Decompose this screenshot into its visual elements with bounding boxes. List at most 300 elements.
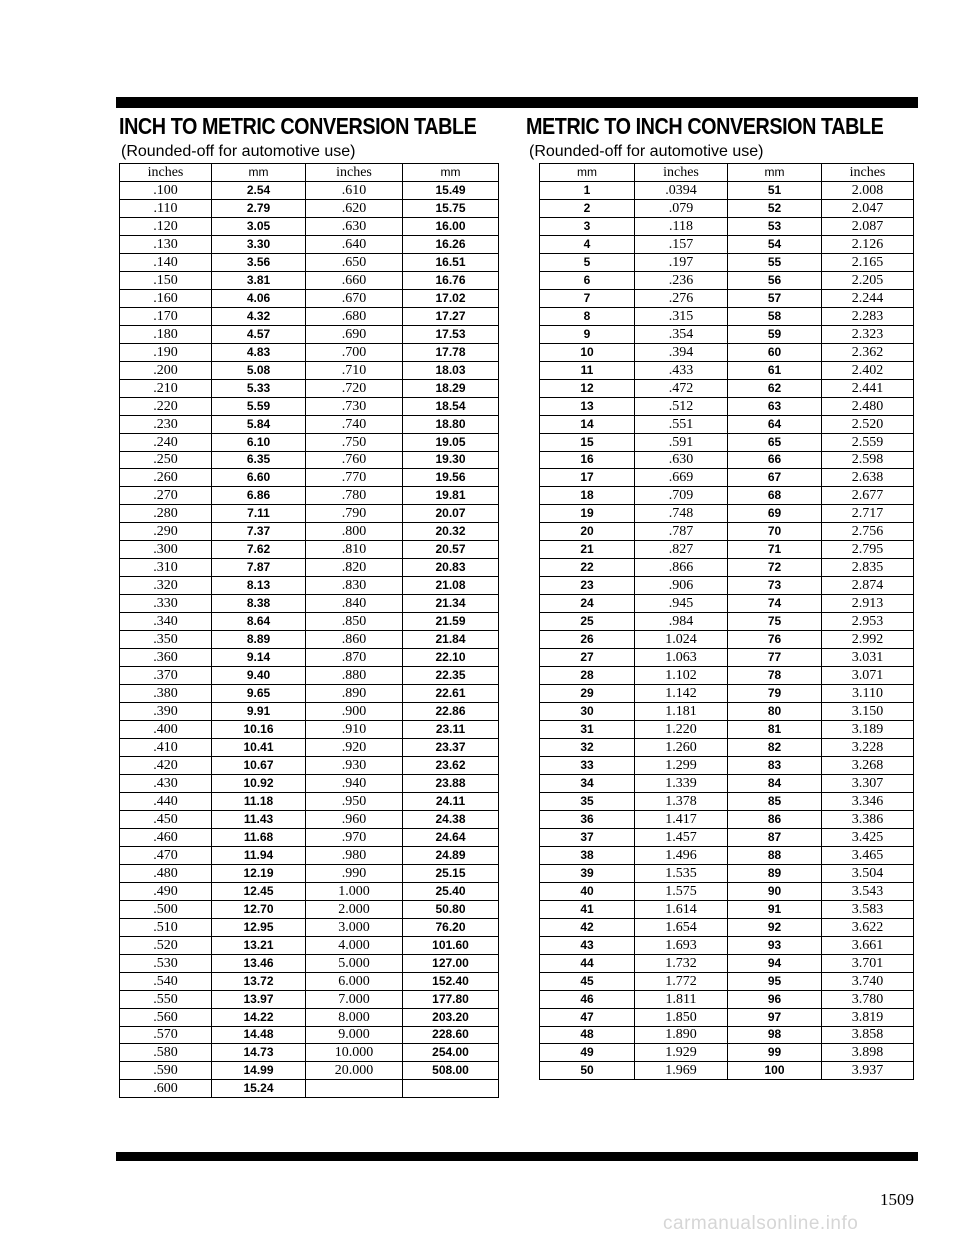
table-row bbox=[120, 325, 499, 343]
table-row bbox=[120, 217, 499, 235]
table-row bbox=[120, 954, 499, 972]
table-cell: 4.000 bbox=[306, 936, 403, 954]
table-row bbox=[120, 271, 499, 289]
table-row bbox=[540, 936, 914, 954]
table-cell: .760 bbox=[306, 451, 403, 469]
table-cell: 1.732 bbox=[635, 954, 728, 972]
table-cell: 2.913 bbox=[822, 595, 914, 613]
table-cell: 33 bbox=[540, 756, 635, 774]
table-row bbox=[540, 253, 914, 271]
table-cell: 10.16 bbox=[212, 721, 306, 739]
table-cell: 2.835 bbox=[822, 559, 914, 577]
table-cell: .315 bbox=[635, 307, 728, 325]
table-cell: 12.95 bbox=[212, 918, 306, 936]
table-cell: 21.08 bbox=[403, 577, 499, 595]
table-cell: .276 bbox=[635, 289, 728, 307]
table-cell: 53 bbox=[728, 217, 822, 235]
table-cell: 11.43 bbox=[212, 810, 306, 828]
table-cell: .770 bbox=[306, 469, 403, 487]
table-cell: .260 bbox=[120, 469, 212, 487]
table-cell: 24.89 bbox=[403, 846, 499, 864]
table-cell: 228.60 bbox=[403, 1026, 499, 1044]
table-cell: 4.57 bbox=[212, 325, 306, 343]
table-row bbox=[540, 1008, 914, 1026]
table-cell: 4.83 bbox=[212, 343, 306, 361]
table-cell: 98 bbox=[728, 1026, 822, 1044]
table-row bbox=[120, 289, 499, 307]
metric-to-inch-subtitle: (Rounded-off for automotive use) bbox=[529, 143, 764, 160]
table-cell: 1.850 bbox=[635, 1008, 728, 1026]
table-cell: .0394 bbox=[635, 181, 728, 199]
table-cell: 24.38 bbox=[403, 810, 499, 828]
table-cell: 91 bbox=[728, 900, 822, 918]
table-cell: 9 bbox=[540, 325, 635, 343]
table-cell: 10.92 bbox=[212, 774, 306, 792]
table-cell: 1.614 bbox=[635, 900, 728, 918]
inch-to-metric-title: INCH TO METRIC CONVERSION TABLE bbox=[119, 113, 477, 139]
table-cell: 3.819 bbox=[822, 1008, 914, 1026]
table-row bbox=[540, 1044, 914, 1062]
table-row bbox=[540, 541, 914, 559]
table-cell: 3.000 bbox=[306, 918, 403, 936]
table-cell: 1.339 bbox=[635, 774, 728, 792]
table-cell: 2.756 bbox=[822, 523, 914, 541]
column-header: mm bbox=[540, 164, 635, 182]
table-row bbox=[540, 864, 914, 882]
table-cell: 2.480 bbox=[822, 397, 914, 415]
table-cell: 5.59 bbox=[212, 397, 306, 415]
table-cell: .380 bbox=[120, 685, 212, 703]
table-row bbox=[120, 1062, 499, 1080]
table-cell: 71 bbox=[728, 541, 822, 559]
table-cell: 1.457 bbox=[635, 828, 728, 846]
table-cell: 2.362 bbox=[822, 343, 914, 361]
table-cell: 83 bbox=[728, 756, 822, 774]
table-row bbox=[120, 523, 499, 541]
table-cell: 76.20 bbox=[403, 918, 499, 936]
column-header: mm bbox=[728, 164, 822, 182]
table-row bbox=[120, 433, 499, 451]
table-cell: 23.62 bbox=[403, 756, 499, 774]
table-cell: .157 bbox=[635, 235, 728, 253]
table-cell: 3.898 bbox=[822, 1044, 914, 1062]
table-cell: 8.000 bbox=[306, 1008, 403, 1026]
table-cell: 3.031 bbox=[822, 649, 914, 667]
table-cell: 3.268 bbox=[822, 756, 914, 774]
table-cell: 177.80 bbox=[403, 990, 499, 1008]
table-row bbox=[540, 505, 914, 523]
table-row bbox=[540, 271, 914, 289]
table-cell: .310 bbox=[120, 559, 212, 577]
table-row bbox=[120, 307, 499, 325]
table-cell: 3.81 bbox=[212, 271, 306, 289]
table-cell: 3.150 bbox=[822, 703, 914, 721]
table-cell: .640 bbox=[306, 235, 403, 253]
table-cell: .540 bbox=[120, 972, 212, 990]
table-cell: .830 bbox=[306, 577, 403, 595]
table-cell: .430 bbox=[120, 774, 212, 792]
table-cell: 36 bbox=[540, 810, 635, 828]
table-cell: 13 bbox=[540, 397, 635, 415]
table-cell: .490 bbox=[120, 882, 212, 900]
table-cell: 3.622 bbox=[822, 918, 914, 936]
table-cell: 58 bbox=[728, 307, 822, 325]
table-cell: 21.59 bbox=[403, 613, 499, 631]
table-row bbox=[540, 433, 914, 451]
table-row bbox=[120, 739, 499, 757]
table-cell: 16 bbox=[540, 451, 635, 469]
table-row bbox=[120, 1026, 499, 1044]
table-cell: .520 bbox=[120, 936, 212, 954]
table-row bbox=[120, 918, 499, 936]
table-row bbox=[120, 559, 499, 577]
table-cell: 3.425 bbox=[822, 828, 914, 846]
table-cell: 3 bbox=[540, 217, 635, 235]
table-cell: .130 bbox=[120, 235, 212, 253]
watermark-text: carmanualsonline.info bbox=[663, 1213, 859, 1234]
table-cell: 24.64 bbox=[403, 828, 499, 846]
table-row bbox=[540, 810, 914, 828]
table-row bbox=[540, 613, 914, 631]
table-row bbox=[120, 846, 499, 864]
table-row bbox=[540, 595, 914, 613]
table-cell: 7 bbox=[540, 289, 635, 307]
table-cell: 1.417 bbox=[635, 810, 728, 828]
table-cell: 8.38 bbox=[212, 595, 306, 613]
table-cell: .433 bbox=[635, 361, 728, 379]
table-cell: 2.54 bbox=[212, 181, 306, 199]
table-cell: 3.30 bbox=[212, 235, 306, 253]
table-cell: 81 bbox=[728, 721, 822, 739]
table-cell: 77 bbox=[728, 649, 822, 667]
table-cell: 3.858 bbox=[822, 1026, 914, 1044]
table-cell: .394 bbox=[635, 343, 728, 361]
table-cell: .945 bbox=[635, 595, 728, 613]
table-cell: 50 bbox=[540, 1062, 635, 1080]
table-cell: 18.03 bbox=[403, 361, 499, 379]
table-cell: .180 bbox=[120, 325, 212, 343]
table-cell: 3.465 bbox=[822, 846, 914, 864]
table-cell: 6.60 bbox=[212, 469, 306, 487]
table-cell: 1.969 bbox=[635, 1062, 728, 1080]
table-cell: 8.13 bbox=[212, 577, 306, 595]
table-cell: 80 bbox=[728, 703, 822, 721]
table-cell: .720 bbox=[306, 379, 403, 397]
table-cell: 1.772 bbox=[635, 972, 728, 990]
table-cell: 8.89 bbox=[212, 631, 306, 649]
table-cell: 47 bbox=[540, 1008, 635, 1026]
table-cell: .906 bbox=[635, 577, 728, 595]
table-cell: 69 bbox=[728, 505, 822, 523]
table-cell: 65 bbox=[728, 433, 822, 451]
table-cell: 87 bbox=[728, 828, 822, 846]
table-cell: .980 bbox=[306, 846, 403, 864]
table-cell: .990 bbox=[306, 864, 403, 882]
metric-to-inch-table bbox=[539, 163, 914, 1080]
table-row bbox=[120, 810, 499, 828]
table-cell: 50.80 bbox=[403, 900, 499, 918]
table-cell: .660 bbox=[306, 271, 403, 289]
table-cell: .984 bbox=[635, 613, 728, 631]
table-cell: 23.11 bbox=[403, 721, 499, 739]
table-cell: 152.40 bbox=[403, 972, 499, 990]
table-cell: 1.890 bbox=[635, 1026, 728, 1044]
table-cell: .790 bbox=[306, 505, 403, 523]
table-cell: 59 bbox=[728, 325, 822, 343]
table-cell: .740 bbox=[306, 415, 403, 433]
table-cell: 3.780 bbox=[822, 990, 914, 1008]
table-cell: 7.11 bbox=[212, 505, 306, 523]
table-cell: 19.56 bbox=[403, 469, 499, 487]
table-cell: 24 bbox=[540, 595, 635, 613]
table-cell: .510 bbox=[120, 918, 212, 936]
table-cell: 90 bbox=[728, 882, 822, 900]
table-cell: 11.18 bbox=[212, 792, 306, 810]
table-cell: 3.071 bbox=[822, 667, 914, 685]
table-cell: 1.654 bbox=[635, 918, 728, 936]
table-cell: 2.953 bbox=[822, 613, 914, 631]
table-cell: 2.000 bbox=[306, 900, 403, 918]
table-cell: 16.76 bbox=[403, 271, 499, 289]
table-cell: 2.008 bbox=[822, 181, 914, 199]
table-cell: 49 bbox=[540, 1044, 635, 1062]
table-row bbox=[120, 972, 499, 990]
table-cell: 22.10 bbox=[403, 649, 499, 667]
table-cell: 18.80 bbox=[403, 415, 499, 433]
table-cell: 9.65 bbox=[212, 685, 306, 703]
table-cell bbox=[306, 1080, 403, 1098]
table-cell: 48 bbox=[540, 1026, 635, 1044]
table-row bbox=[540, 487, 914, 505]
table-row bbox=[540, 523, 914, 541]
table-cell: 9.91 bbox=[212, 703, 306, 721]
table-cell: .280 bbox=[120, 505, 212, 523]
table-cell: .370 bbox=[120, 667, 212, 685]
table-cell: 17.02 bbox=[403, 289, 499, 307]
table-cell: 18 bbox=[540, 487, 635, 505]
table-cell: 17.53 bbox=[403, 325, 499, 343]
table-row bbox=[120, 469, 499, 487]
table-cell: 41 bbox=[540, 900, 635, 918]
table-cell: .170 bbox=[120, 307, 212, 325]
table-cell: .870 bbox=[306, 649, 403, 667]
table-cell: 127.00 bbox=[403, 954, 499, 972]
table-cell: 40 bbox=[540, 882, 635, 900]
table-cell: .910 bbox=[306, 721, 403, 739]
table-cell: 74 bbox=[728, 595, 822, 613]
table-cell: 11 bbox=[540, 361, 635, 379]
table-cell: 15.49 bbox=[403, 181, 499, 199]
table-cell: 31 bbox=[540, 721, 635, 739]
table-row bbox=[120, 487, 499, 505]
table-cell: .210 bbox=[120, 379, 212, 397]
table-cell: 97 bbox=[728, 1008, 822, 1026]
bottom-rule bbox=[116, 1152, 918, 1161]
table-cell: 6.35 bbox=[212, 451, 306, 469]
table-cell: .530 bbox=[120, 954, 212, 972]
table-cell: .330 bbox=[120, 595, 212, 613]
table-cell: .400 bbox=[120, 721, 212, 739]
table-row bbox=[120, 649, 499, 667]
table-cell: 72 bbox=[728, 559, 822, 577]
page-number: 1509 bbox=[880, 1190, 914, 1209]
table-cell: 3.386 bbox=[822, 810, 914, 828]
table-cell: 9.000 bbox=[306, 1026, 403, 1044]
table-cell: 6.10 bbox=[212, 433, 306, 451]
table-cell: 6.86 bbox=[212, 487, 306, 505]
table-cell: 4.06 bbox=[212, 289, 306, 307]
table-cell: .410 bbox=[120, 739, 212, 757]
table-cell: .630 bbox=[306, 217, 403, 235]
table-cell: 1.496 bbox=[635, 846, 728, 864]
table-cell: 12.70 bbox=[212, 900, 306, 918]
table-cell: 20 bbox=[540, 523, 635, 541]
table-cell: 44 bbox=[540, 954, 635, 972]
column-header: inches bbox=[635, 164, 728, 182]
table-row bbox=[540, 235, 914, 253]
table-cell: 19.30 bbox=[403, 451, 499, 469]
table-cell: 20.000 bbox=[306, 1062, 403, 1080]
table-cell: .840 bbox=[306, 595, 403, 613]
table-cell: .160 bbox=[120, 289, 212, 307]
table-cell: 2.717 bbox=[822, 505, 914, 523]
table-row bbox=[540, 217, 914, 235]
table-cell: 18.29 bbox=[403, 379, 499, 397]
table-cell: .680 bbox=[306, 307, 403, 325]
table-row bbox=[120, 1044, 499, 1062]
table-cell bbox=[403, 1080, 499, 1098]
table-cell: .960 bbox=[306, 810, 403, 828]
table-cell: 8.64 bbox=[212, 613, 306, 631]
table-row bbox=[540, 739, 914, 757]
table-row bbox=[540, 415, 914, 433]
table-cell: .240 bbox=[120, 433, 212, 451]
table-cell: 7.37 bbox=[212, 523, 306, 541]
table-cell: 21.84 bbox=[403, 631, 499, 649]
table-row bbox=[540, 325, 914, 343]
table-cell: 2.520 bbox=[822, 415, 914, 433]
table-cell: 1.811 bbox=[635, 990, 728, 1008]
table-cell: 1.260 bbox=[635, 739, 728, 757]
column-header: inches bbox=[120, 164, 212, 182]
table-cell: 1.299 bbox=[635, 756, 728, 774]
table-cell: 4.32 bbox=[212, 307, 306, 325]
table-cell: 20.07 bbox=[403, 505, 499, 523]
table-cell: .140 bbox=[120, 253, 212, 271]
table-cell: 27 bbox=[540, 649, 635, 667]
table-cell: 19.81 bbox=[403, 487, 499, 505]
table-cell: .970 bbox=[306, 828, 403, 846]
table-cell: 34 bbox=[540, 774, 635, 792]
table-cell: 1 bbox=[540, 181, 635, 199]
table-cell: 79 bbox=[728, 685, 822, 703]
table-cell: 2.126 bbox=[822, 235, 914, 253]
table-row bbox=[540, 649, 914, 667]
table-cell: 18.54 bbox=[403, 397, 499, 415]
table-cell: 14.73 bbox=[212, 1044, 306, 1062]
table-cell: 508.00 bbox=[403, 1062, 499, 1080]
table-cell: 28 bbox=[540, 667, 635, 685]
table-row bbox=[120, 936, 499, 954]
table-row bbox=[540, 343, 914, 361]
table-cell: 22.86 bbox=[403, 703, 499, 721]
table-cell: 15.75 bbox=[403, 199, 499, 217]
table-cell: 82 bbox=[728, 739, 822, 757]
column-header: inches bbox=[306, 164, 403, 182]
table-cell: .480 bbox=[120, 864, 212, 882]
table-cell: 2.087 bbox=[822, 217, 914, 235]
table-cell: 5.000 bbox=[306, 954, 403, 972]
table-row bbox=[540, 703, 914, 721]
table-cell: 64 bbox=[728, 415, 822, 433]
table-cell: .669 bbox=[635, 469, 728, 487]
table-cell: 2.992 bbox=[822, 631, 914, 649]
table-cell: .787 bbox=[635, 523, 728, 541]
table-cell: 62 bbox=[728, 379, 822, 397]
table-cell: 26 bbox=[540, 631, 635, 649]
table-cell: .360 bbox=[120, 649, 212, 667]
table-row bbox=[120, 181, 499, 199]
table-cell: 1.693 bbox=[635, 936, 728, 954]
table-cell: .670 bbox=[306, 289, 403, 307]
table-row bbox=[120, 756, 499, 774]
table-cell: 1.575 bbox=[635, 882, 728, 900]
table-row bbox=[120, 900, 499, 918]
table-cell: 2.874 bbox=[822, 577, 914, 595]
table-cell: .460 bbox=[120, 828, 212, 846]
table-cell: 3.110 bbox=[822, 685, 914, 703]
table-cell: 21 bbox=[540, 541, 635, 559]
table-row bbox=[540, 828, 914, 846]
table-cell: .290 bbox=[120, 523, 212, 541]
table-cell: 1.000 bbox=[306, 882, 403, 900]
table-cell: .730 bbox=[306, 397, 403, 415]
table-row bbox=[540, 972, 914, 990]
table-cell: 17.78 bbox=[403, 343, 499, 361]
table-row bbox=[120, 379, 499, 397]
table-cell: 3.543 bbox=[822, 882, 914, 900]
table-cell: 13.72 bbox=[212, 972, 306, 990]
table-cell: .700 bbox=[306, 343, 403, 361]
table-cell: 19.05 bbox=[403, 433, 499, 451]
table-cell: 67 bbox=[728, 469, 822, 487]
table-cell: 96 bbox=[728, 990, 822, 1008]
table-cell: 6 bbox=[540, 271, 635, 289]
table-cell: 5.33 bbox=[212, 379, 306, 397]
table-row bbox=[120, 792, 499, 810]
table-cell: 3.740 bbox=[822, 972, 914, 990]
table-row bbox=[540, 756, 914, 774]
table-cell: .300 bbox=[120, 541, 212, 559]
table-cell: 23 bbox=[540, 577, 635, 595]
table-cell: 23.37 bbox=[403, 739, 499, 757]
table-cell: 3.583 bbox=[822, 900, 914, 918]
table-row bbox=[540, 721, 914, 739]
table-cell: 11.68 bbox=[212, 828, 306, 846]
table-cell: 1.535 bbox=[635, 864, 728, 882]
table-cell: 75 bbox=[728, 613, 822, 631]
table-cell: 2.402 bbox=[822, 361, 914, 379]
table-cell: 3.346 bbox=[822, 792, 914, 810]
table-cell: 7.62 bbox=[212, 541, 306, 559]
table-cell: .440 bbox=[120, 792, 212, 810]
table-cell: 89 bbox=[728, 864, 822, 882]
table-row bbox=[540, 289, 914, 307]
table-cell: 3.661 bbox=[822, 936, 914, 954]
table-cell: .220 bbox=[120, 397, 212, 415]
table-cell: 68 bbox=[728, 487, 822, 505]
table-cell: 32 bbox=[540, 739, 635, 757]
